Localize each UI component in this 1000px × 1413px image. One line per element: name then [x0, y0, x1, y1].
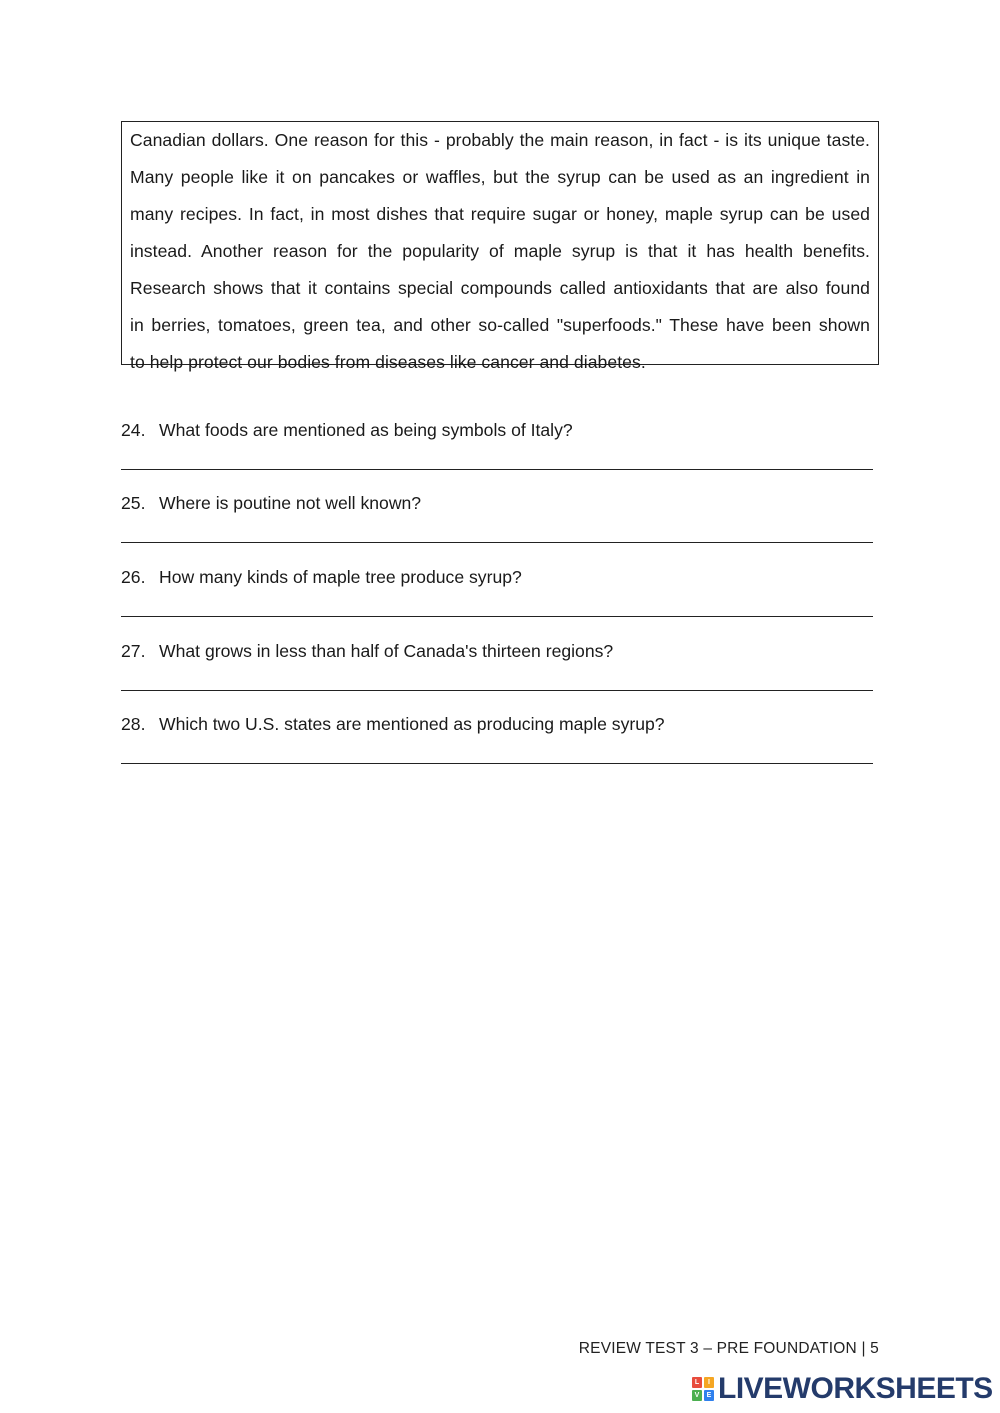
passage-line: Canadian dollars. One reason for this - probably the main reason, in fact - is its unique taste. — [130, 130, 870, 150]
passage-line: Research shows that it contains special compounds called antioxidants that are also found — [130, 278, 870, 298]
reading-passage — [130, 122, 870, 381]
question-number: 28. — [121, 714, 146, 734]
passage-line: in berries, tomatoes, green tea, and other so-called "superfoods." These have been shown — [130, 315, 870, 335]
question-text: What foods are mentioned as being symbols of Italy? — [159, 420, 573, 440]
question-number: 24. — [121, 420, 146, 440]
answer-line-27[interactable] — [121, 690, 873, 691]
liveworksheets-logo-icon — [692, 1377, 714, 1401]
question-25 — [121, 493, 881, 517]
question-28 — [121, 714, 881, 738]
answer-line-25[interactable] — [121, 542, 873, 543]
answer-line-26[interactable] — [121, 616, 873, 617]
question-text: Which two U.S. states are mentioned as producing maple syrup? — [159, 714, 665, 734]
page-footer: REVIEW TEST 3 – PRE FOUNDATION | 5 — [578, 1340, 879, 1357]
logo-cell: L — [692, 1377, 702, 1388]
question-number: 25. — [121, 493, 146, 513]
question-24 — [121, 420, 881, 444]
logo-cell: E — [704, 1390, 714, 1401]
question-27 — [121, 641, 881, 665]
reading-passage-box — [121, 121, 879, 372]
question-number: 27. — [121, 641, 146, 661]
logo-cell: I — [704, 1377, 714, 1388]
question-text: What grows in less than half of Canada's thirteen regions? — [159, 641, 614, 661]
answer-line-28[interactable] — [121, 763, 873, 764]
answer-line-24[interactable] — [121, 469, 873, 470]
logo-cell: V — [692, 1390, 702, 1401]
passage-line: instead. Another reason for the popularity of maple syrup is that it has health benefits. — [130, 241, 870, 261]
question-number: 26. — [121, 567, 146, 587]
liveworksheets-brand[interactable] — [692, 1374, 993, 1404]
passage-line: many recipes. In fact, in most dishes that require sugar or honey, maple syrup can be used — [130, 204, 870, 224]
passage-line: to help protect our bodies from diseases like cancer and diabetes. — [130, 352, 646, 372]
question-text: How many kinds of maple tree produce syrup? — [159, 567, 522, 587]
brand-name: LIVEWORKSHEETS — [718, 1372, 993, 1405]
question-26 — [121, 567, 881, 591]
question-text: Where is poutine not well known? — [159, 493, 422, 513]
passage-line: Many people like it on pancakes or waffles, but the syrup can be used as an ingredient in — [130, 167, 870, 187]
